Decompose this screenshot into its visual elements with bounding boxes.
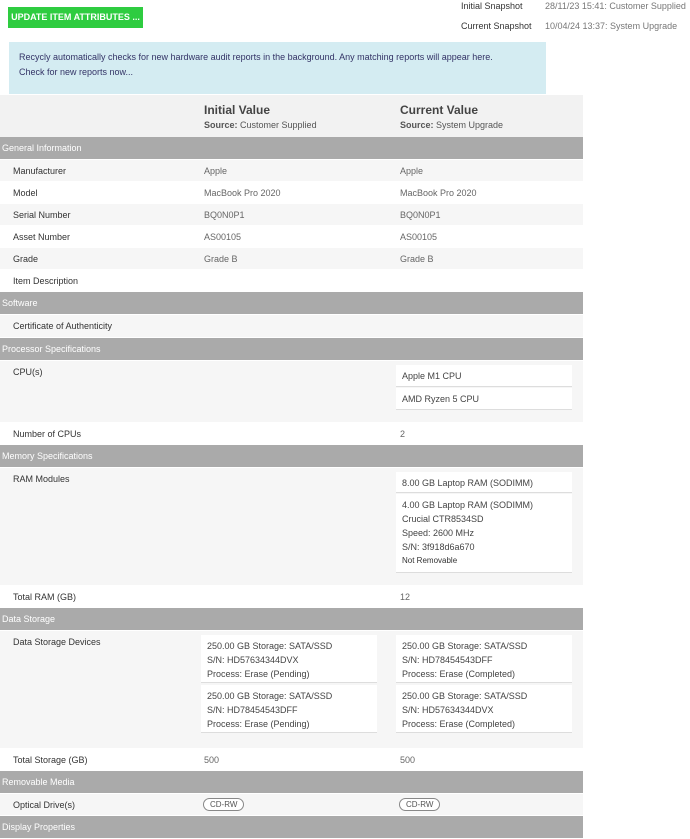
initial-value: Apple — [204, 166, 228, 176]
storage-device-card — [396, 685, 572, 733]
ram-module-card — [396, 472, 572, 493]
table-row — [0, 749, 583, 771]
storage-device-serial: S/N: HD57634344DVX — [207, 655, 299, 665]
storage-device-process: Process: Erase (Pending) — [207, 719, 310, 729]
check-reports-link[interactable]: Check for new reports now... — [19, 67, 134, 77]
row-label: Number of CPUs — [13, 429, 82, 439]
row-label: RAM Modules — [13, 474, 70, 484]
row-label: Certificate of Authenticity — [13, 321, 113, 331]
snapshot-label: Current Snapshot — [461, 21, 532, 31]
snapshot-value: 28/11/23 15:41: Customer Supplied — [545, 1, 686, 11]
optical-drive-badge: CD-RW — [399, 798, 440, 811]
current-value: Apple — [400, 166, 424, 176]
row-label: Model — [13, 188, 38, 198]
ram-module-maker: Crucial CTR8534SD — [402, 514, 484, 524]
cpu-card — [396, 365, 572, 387]
table-row — [0, 315, 583, 338]
storage-device-title: 250.00 GB Storage: SATA/SSD — [207, 641, 333, 651]
row-label: Grade — [13, 254, 39, 264]
initial-value: BQ0N0P1 — [204, 210, 245, 220]
cpu-name: AMD Ryzen 5 CPU — [402, 394, 480, 404]
storage-device-process: Process: Erase (Completed) — [402, 669, 516, 679]
storage-device-title: 250.00 GB Storage: SATA/SSD — [207, 691, 333, 701]
initial-value-column — [204, 103, 317, 130]
initial-value: AS00105 — [204, 232, 242, 242]
ram-module-card — [396, 494, 572, 573]
row-label: Optical Drive(s) — [13, 800, 76, 810]
info-banner — [9, 42, 546, 94]
table-row — [0, 586, 583, 608]
storage-device-serial: S/N: HD57634344DVX — [402, 705, 494, 715]
cpu-name: Apple M1 CPU — [402, 371, 462, 381]
storage-device-title: 250.00 GB Storage: SATA/SSD — [402, 641, 528, 651]
current-value: BQ0N0P1 — [400, 210, 441, 220]
row-label: Manufacturer — [13, 166, 67, 176]
current-value: Grade B — [400, 254, 434, 264]
storage-device-process: Process: Erase (Pending) — [207, 669, 310, 679]
storage-device-card — [201, 635, 377, 683]
table-row — [0, 468, 583, 586]
table-row — [0, 226, 583, 248]
current-value-column — [400, 103, 503, 130]
cpu-card — [396, 388, 572, 410]
table-row — [0, 794, 583, 816]
current-source: System Upgrade — [436, 120, 504, 130]
initial-value: 500 — [204, 755, 220, 765]
current-value: MacBook Pro 2020 — [400, 188, 477, 198]
table-row — [0, 270, 583, 292]
info-text: Recycly automatically checks for new hardware audit reports in the background. Any matching reports will appear here. — [19, 52, 493, 62]
initial-value: Grade B — [204, 254, 238, 264]
storage-device-title: 250.00 GB Storage: SATA/SSD — [402, 691, 528, 701]
ram-module-speed: Speed: 2600 MHz — [402, 528, 475, 538]
current-value: AS00105 — [400, 232, 438, 242]
row-label: Serial Number — [13, 210, 71, 220]
current-value: 500 — [400, 755, 416, 765]
table-row — [0, 182, 583, 204]
source-label: Source: — [400, 120, 434, 130]
storage-device-serial: S/N: HD78454543DFF — [207, 705, 298, 715]
row-label: Item Description — [13, 276, 79, 286]
current-value: 12 — [400, 592, 411, 602]
table-row — [0, 248, 583, 270]
optical-drive-badge: CD-RW — [203, 798, 244, 811]
section-data-storage: Data Storage — [0, 608, 583, 631]
update-item-attributes-button[interactable]: UPDATE ITEM ATTRIBUTES ... — [8, 7, 143, 28]
section-display-properties: Display Properties — [0, 816, 583, 839]
section-memory-specifications: Memory Specifications — [0, 445, 583, 468]
snapshot-label: Initial Snapshot — [461, 1, 523, 11]
attributes-table — [0, 95, 583, 839]
row-label: CPU(s) — [13, 367, 43, 377]
ram-module-title: 4.00 GB Laptop RAM (SODIMM) — [402, 500, 534, 510]
row-label: Asset Number — [13, 232, 71, 242]
ram-module-note: Not Removable — [402, 556, 458, 565]
initial-value-title: Initial Value — [204, 103, 271, 117]
row-label: Total Storage (GB) — [13, 755, 88, 765]
table-row — [0, 423, 583, 445]
ram-module-title: 8.00 GB Laptop RAM (SODIMM) — [402, 478, 534, 488]
storage-device-card — [201, 685, 377, 733]
storage-device-serial: S/N: HD78454543DFF — [402, 655, 493, 665]
source-label: Source: — [204, 120, 238, 130]
table-row — [0, 631, 583, 749]
current-value-title: Current Value — [400, 103, 479, 117]
storage-device-process: Process: Erase (Completed) — [402, 719, 516, 729]
section-general-information: General Information — [0, 137, 583, 160]
ram-module-serial: S/N: 3f918d6a670 — [402, 542, 475, 552]
initial-source: Customer Supplied — [240, 120, 317, 130]
table-header — [0, 95, 583, 137]
section-processor-specifications: Processor Specifications — [0, 338, 583, 361]
row-label: Data Storage Devices — [13, 637, 101, 647]
section-removable-media: Removable Media — [0, 771, 583, 794]
snapshot-value: 10/04/24 13:37: System Upgrade — [545, 21, 678, 31]
table-row — [0, 160, 583, 182]
storage-device-card — [396, 635, 572, 683]
current-value: 2 — [400, 429, 406, 439]
row-label: Total RAM (GB) — [13, 592, 77, 602]
section-software: Software — [0, 292, 583, 315]
table-row — [0, 361, 583, 423]
table-row — [0, 204, 583, 226]
initial-value: MacBook Pro 2020 — [204, 188, 281, 198]
